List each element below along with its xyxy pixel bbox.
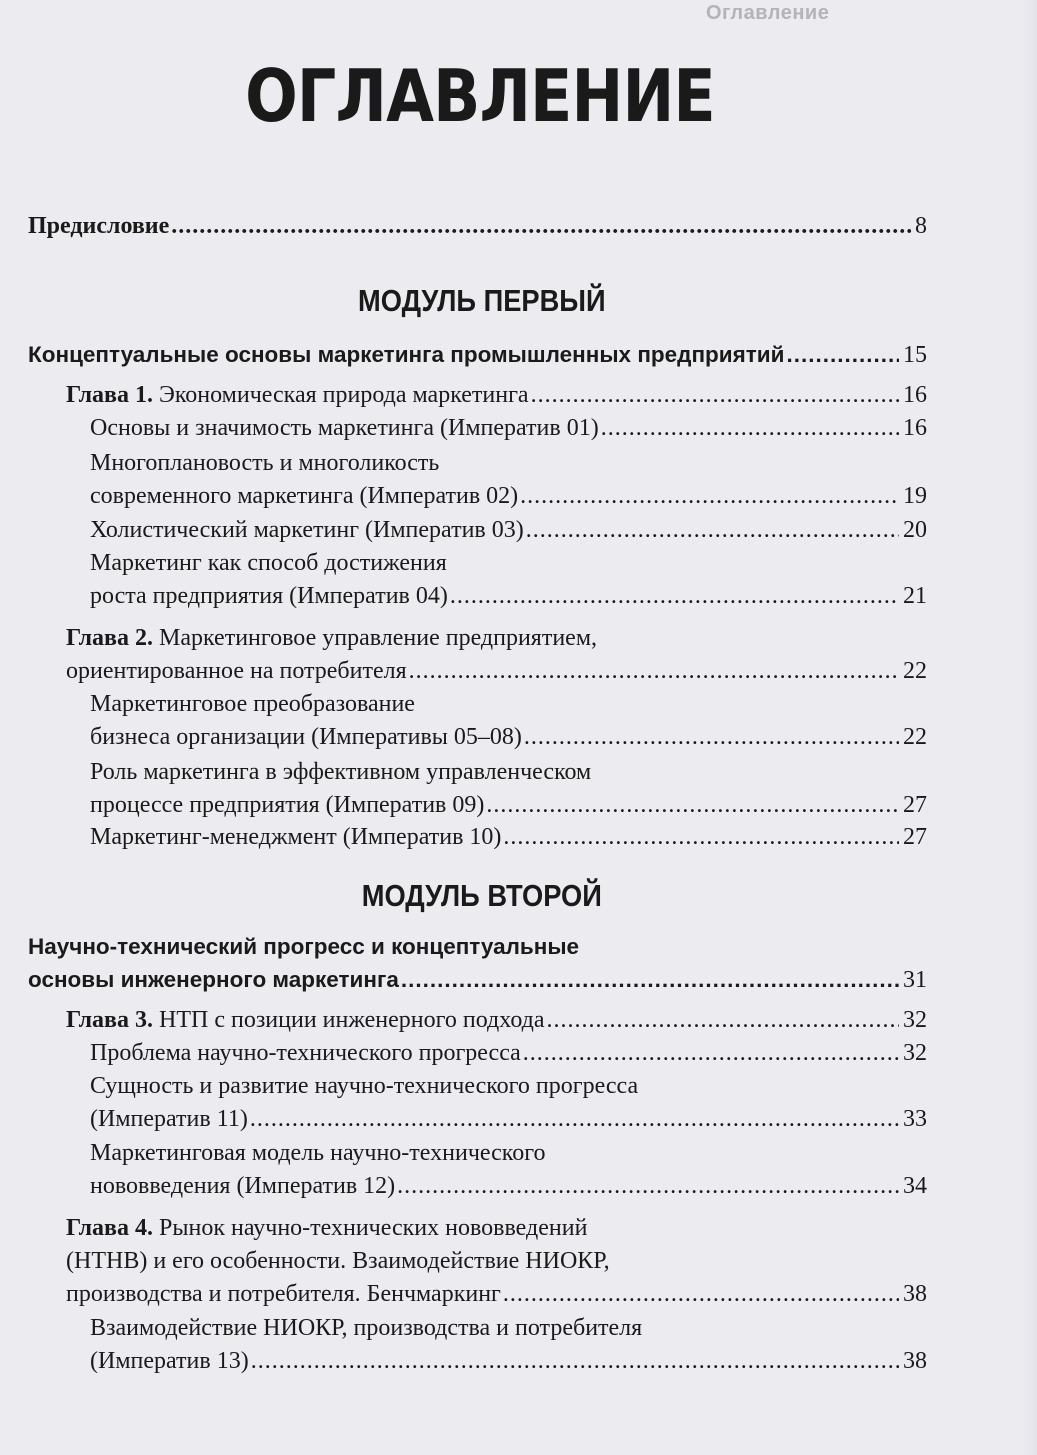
entry-title-line2: роста предприятия (Императив 04) <box>90 583 448 609</box>
page-number: 16 <box>903 415 927 441</box>
leader-dots <box>401 963 899 996</box>
chapter-label: Глава 3. <box>66 1007 153 1033</box>
entry-title-line2: бизнеса организации (Императивы 05–08) <box>90 724 522 750</box>
toc-section[interactable] <box>90 1070 927 1136</box>
entry-title-line1: Научно-технический прогресс и концептуальные <box>28 934 580 959</box>
entry-title-line2: нововведения (Императив 12) <box>90 1173 396 1199</box>
toc-section[interactable] <box>90 821 927 854</box>
leader-dots <box>397 1170 899 1203</box>
page-number: 33 <box>903 1106 927 1132</box>
leader-dots <box>520 480 899 513</box>
page-number: 32 <box>903 1007 927 1033</box>
toc-section[interactable] <box>90 447 927 513</box>
leader-dots <box>601 412 899 445</box>
page-number: 19 <box>903 483 927 509</box>
page-number: 22 <box>903 658 927 684</box>
toc-section[interactable] <box>90 412 927 445</box>
toc-section[interactable] <box>90 547 927 613</box>
page-number: 32 <box>903 1040 927 1066</box>
entry-title-line2: основы инженерного маркетинга <box>28 967 399 992</box>
toc-chapter-4[interactable] <box>66 1212 927 1311</box>
toc-chapter-3[interactable] <box>66 1004 927 1037</box>
entry-title-line1b: (НТНВ) и его особенности. Взаимодействие НИОКР, <box>66 1248 610 1274</box>
entry-title-line1: Многоплановость и многоликость <box>90 450 440 476</box>
leader-dots <box>523 1037 899 1070</box>
page-title: ОГЛАВЛЕНИЕ <box>245 54 715 138</box>
entry-title: Основы и значимость маркетинга (Императив 01) <box>90 415 599 441</box>
toc-chapter-2[interactable] <box>66 622 927 688</box>
page-number: 27 <box>903 792 927 818</box>
leader-dots <box>526 514 899 547</box>
page-number: 15 <box>903 342 927 368</box>
entry-title: Концептуальные основы маркетинга промышленных предприятий <box>28 342 785 367</box>
toc-section[interactable] <box>90 1137 927 1203</box>
entry-title-line1: Маркетинговое преобразование <box>90 691 415 717</box>
page-number: 38 <box>903 1348 927 1374</box>
toc-section[interactable] <box>90 756 927 822</box>
leader-dots <box>786 338 899 371</box>
chapter-label: Глава 4. <box>66 1215 153 1241</box>
leader-dots <box>531 379 899 412</box>
entry-title-line1: Сущность и развитие научно-технического прогресса <box>90 1073 639 1099</box>
page-number: 22 <box>903 724 927 750</box>
leader-dots <box>503 1278 899 1311</box>
toc-entry-preface[interactable] <box>28 210 927 243</box>
entry-title: Экономическая природа маркетинга <box>159 382 529 408</box>
entry-title-line1: Маркетинг как способ достижения <box>90 550 447 576</box>
leader-dots <box>251 1345 899 1378</box>
entry-title: Предисловие <box>28 213 170 239</box>
entry-title-line2: процессе предприятия (Императив 09) <box>90 792 485 818</box>
leader-dots <box>486 789 899 822</box>
toc-section[interactable] <box>90 1037 927 1070</box>
leader-dots <box>547 1004 900 1037</box>
toc-section[interactable] <box>90 1312 927 1378</box>
entry-title-line2: (Императив 11) <box>90 1106 248 1132</box>
toc-chapter-1[interactable] <box>66 379 927 412</box>
leader-dots <box>250 1103 899 1136</box>
chapter-label: Глава 2. <box>66 625 153 651</box>
toc-part-1[interactable] <box>28 338 927 372</box>
entry-title: Проблема научно-технического прогресса <box>90 1040 521 1066</box>
toc-section[interactable] <box>90 514 927 547</box>
entry-title-line1: Маркетинговая модель научно-технического <box>90 1140 546 1166</box>
entry-title-line1: Маркетинговое управление предприятием, <box>159 625 598 651</box>
leader-dots <box>450 580 899 613</box>
entry-title-line1: Рынок научно-технических нововведений <box>159 1215 588 1241</box>
entry-title: Маркетинг-менеджмент (Императив 10) <box>90 824 502 850</box>
entry-title-line2: ориентированное на потребителя <box>66 658 407 684</box>
leader-dots <box>503 821 899 854</box>
toc-part-2[interactable] <box>28 930 927 997</box>
module-heading-2: МОДУЛЬ ВТОРОЙ <box>361 878 602 913</box>
page-number: 34 <box>903 1173 927 1199</box>
page-number: 8 <box>915 213 927 239</box>
page-number: 38 <box>903 1281 927 1307</box>
page-number: 27 <box>903 824 927 850</box>
leader-dots <box>524 721 899 754</box>
page-number: 20 <box>903 517 927 543</box>
entry-title: НТП с позиции инженерного подхода <box>159 1007 545 1033</box>
entry-title-line1: Взаимодействие НИОКР, производства и потребителя <box>90 1315 643 1341</box>
entry-title: Холистический маркетинг (Императив 03) <box>90 517 524 543</box>
entry-title-line2: производства и потребителя. Бенчмаркинг <box>66 1281 501 1307</box>
page-number: 31 <box>903 967 927 993</box>
page-edge-shadow <box>1023 0 1037 1455</box>
entry-title-line1: Роль маркетинга в эффективном управленческом <box>90 759 592 785</box>
page-number: 16 <box>903 382 927 408</box>
toc-section[interactable] <box>90 688 927 754</box>
leader-dots <box>409 655 899 688</box>
running-head: Оглавление <box>706 2 830 24</box>
module-heading-1: МОДУЛЬ ПЕРВЫЙ <box>357 283 606 318</box>
leader-dots <box>171 210 911 243</box>
chapter-label: Глава 1. <box>66 382 153 408</box>
entry-title-line2: (Императив 13) <box>90 1348 249 1374</box>
entry-title-line2: современного маркетинга (Императив 02) <box>90 483 519 509</box>
page-number: 21 <box>903 583 927 609</box>
